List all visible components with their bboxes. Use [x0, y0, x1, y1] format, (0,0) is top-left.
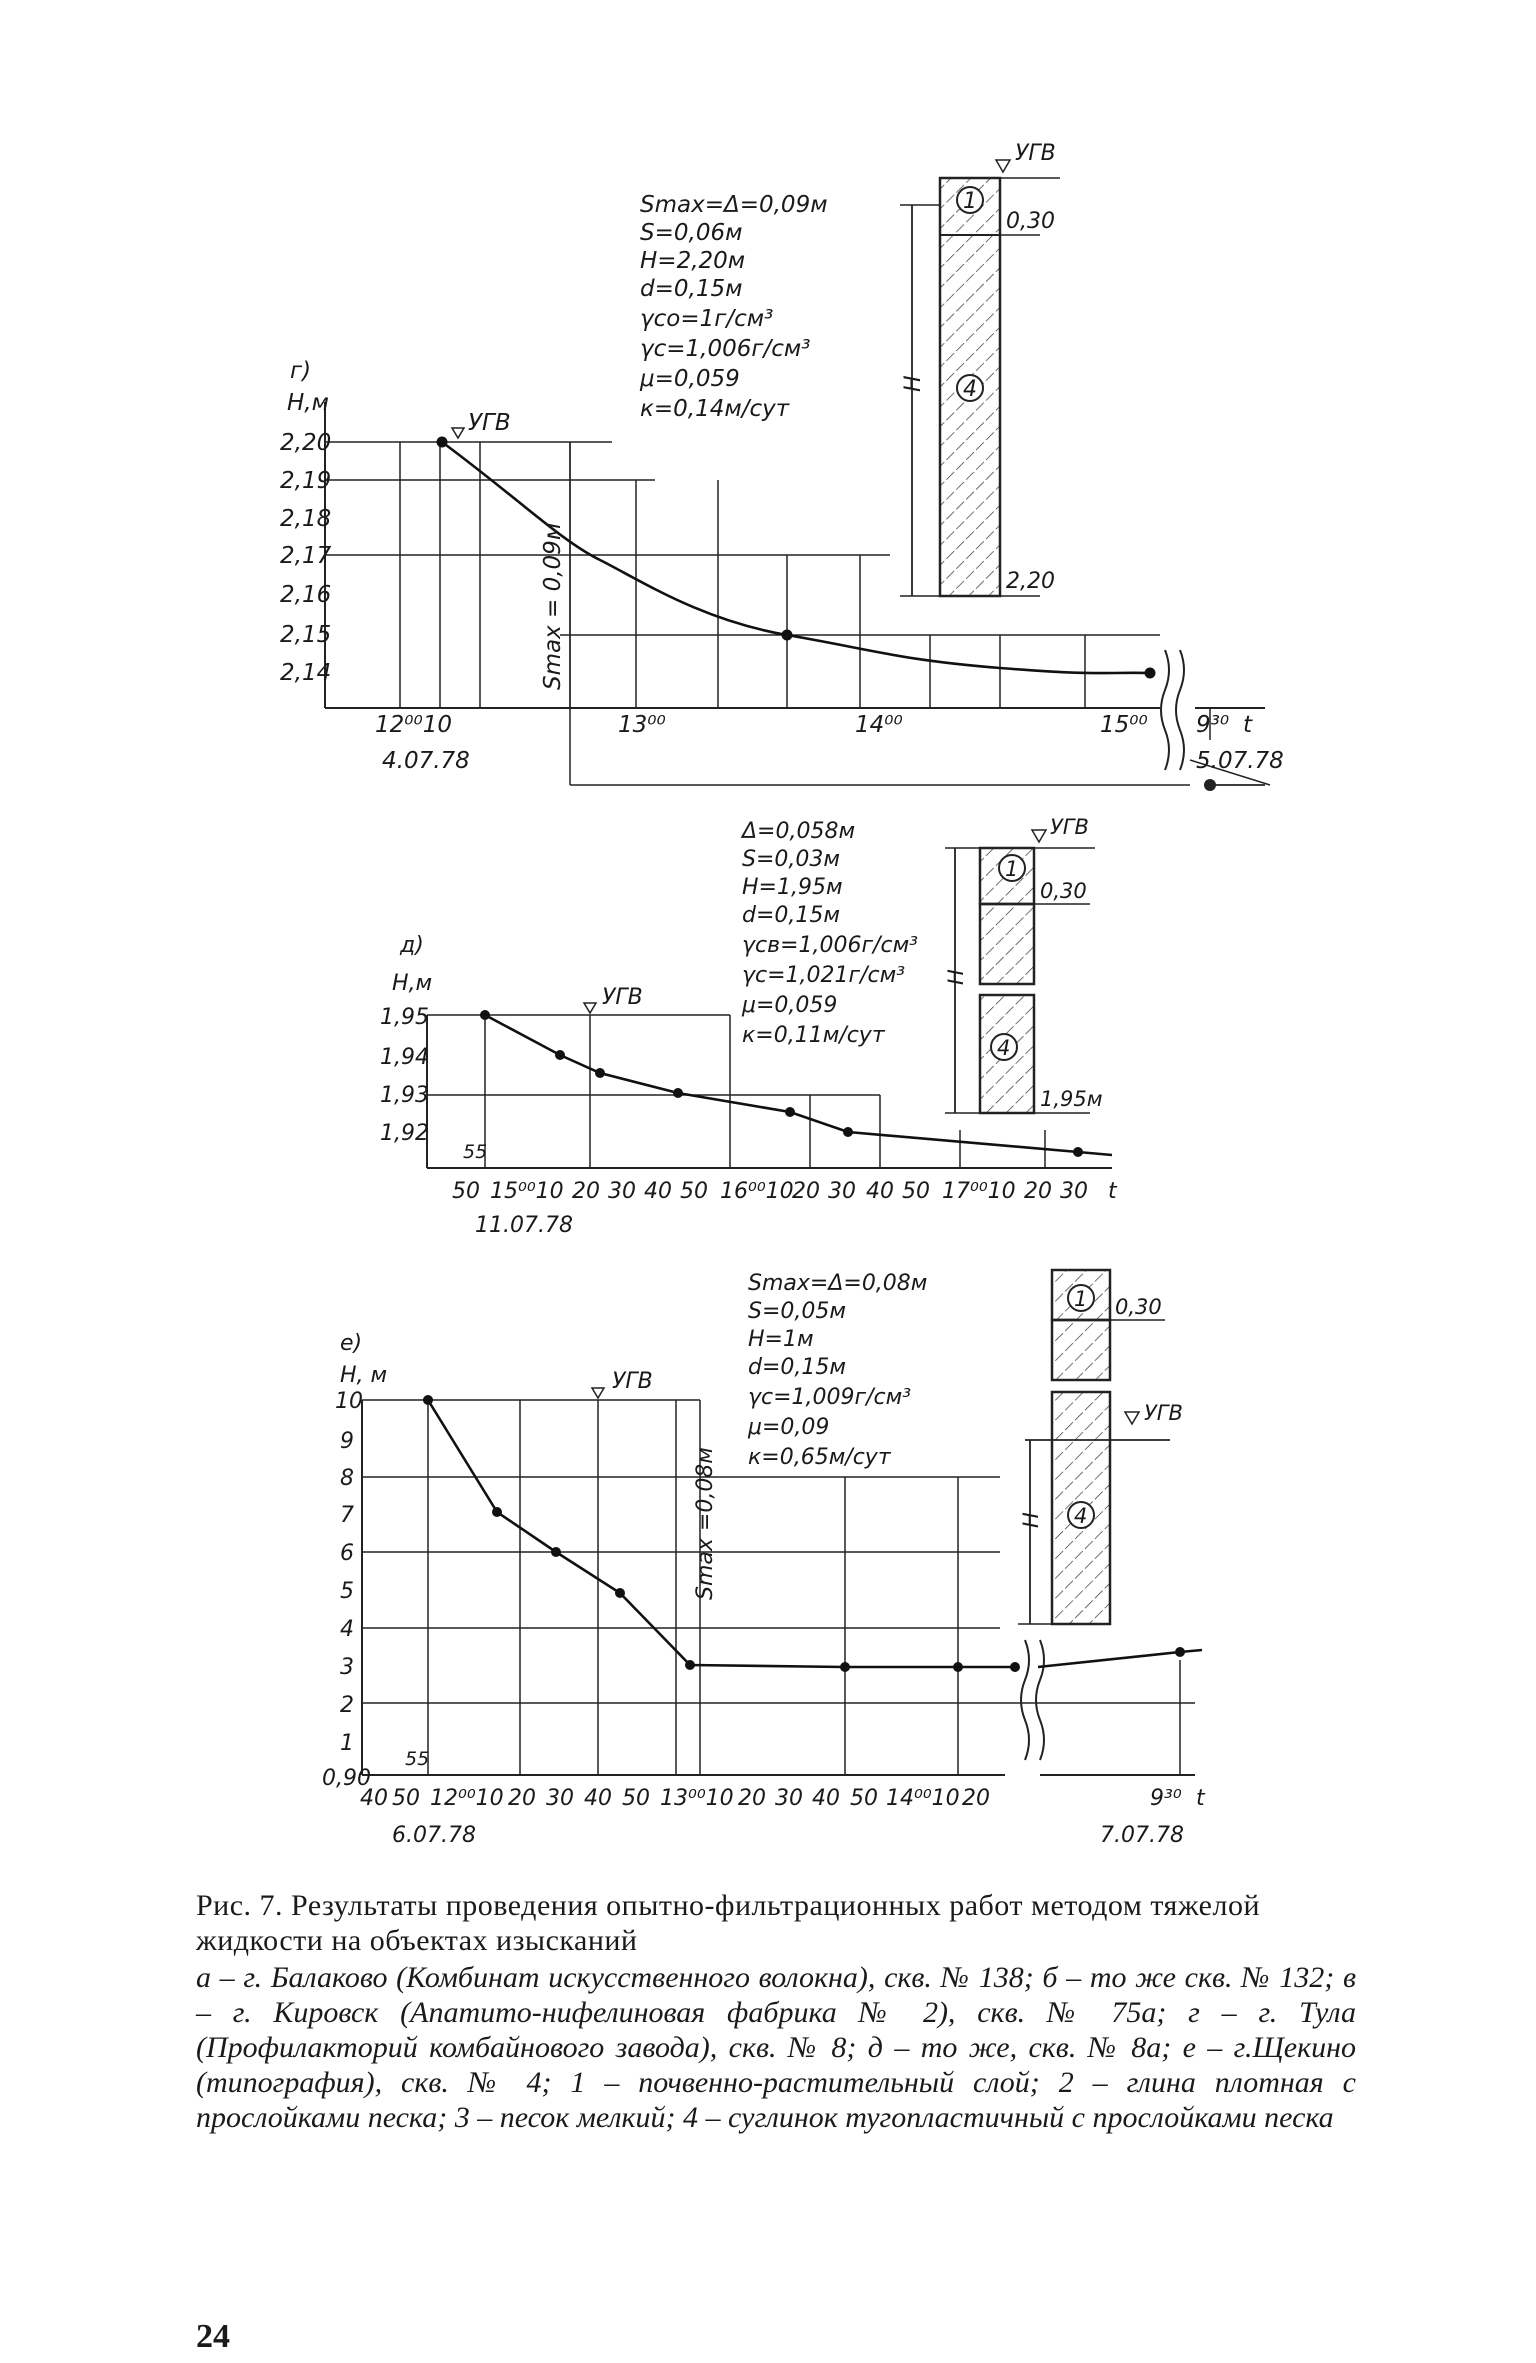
x-tick-d-13: 30 [1060, 1179, 1088, 1204]
y-tick-g-5: 2,15 [280, 622, 332, 648]
column-g-ugw: УГВ [1015, 141, 1056, 166]
x-tick-d-8: 30 [828, 1179, 856, 1204]
date-g-1: 5.07.78 [1196, 748, 1284, 774]
x-tick-g-3: 15⁰⁰ [1100, 712, 1148, 738]
point-d-2 [555, 1050, 565, 1060]
y-tick-g-1: 2,19 [280, 468, 332, 494]
date-e-1: 7.07.78 [1100, 1823, 1184, 1848]
x-tick-g-2: 14⁰⁰ [855, 712, 903, 738]
corner-label-d: 55 [463, 1141, 488, 1163]
x-tick-d-11: 17⁰⁰10 [942, 1179, 1016, 1204]
y-tick-e-9: 1 [340, 1731, 354, 1756]
smax-label-e: Smax =0,08м [693, 1447, 718, 1600]
x-tick-e-0: 40 [360, 1786, 388, 1811]
y-tick-e-5: 5 [340, 1579, 354, 1604]
column-g-depth-1: 0,30 [1006, 209, 1055, 234]
y-tick-e-1: 9 [340, 1429, 354, 1454]
param-d-5: γc=1,021г/см³ [742, 963, 906, 988]
param-g-2: H=2,20м [640, 248, 746, 274]
param-g-4: γco=1г/см³ [640, 306, 774, 332]
param-d-7: к=0,11м/сут [742, 1023, 885, 1048]
column-e-h: H [1019, 1512, 1043, 1528]
param-g-3: d=0,15м [640, 276, 743, 302]
param-g-0: Smax=Δ=0,09м [640, 192, 828, 218]
point-e-9 [1175, 1647, 1185, 1657]
column-d-depth-2: 1,95м [1040, 1087, 1103, 1111]
x-tick-e-8: 20 [738, 1786, 766, 1811]
y-tick-g-0: 2,20 [280, 430, 332, 456]
y-unit-e: Н, м [340, 1363, 388, 1388]
point-g-2 [782, 630, 793, 641]
param-e-6: к=0,65м/сут [748, 1445, 891, 1470]
y-tick-g-2: 2,18 [280, 506, 332, 532]
x-tick-d-12: 20 [1024, 1179, 1052, 1204]
y-tick-e-2: 8 [340, 1466, 354, 1491]
soil-column-g [900, 141, 1060, 596]
caption-title: Рис. 7. Результаты проведения опытно-фильтрационных работ методом тяжелой жидкости на объектах изысканий [196, 1889, 1261, 1957]
x-tick-e-2: 12⁰⁰10 [430, 1786, 504, 1811]
x-tick-d-4: 40 [644, 1179, 672, 1204]
point-d-5 [785, 1107, 795, 1117]
ugw-label-d: УГВ [602, 985, 643, 1010]
x-tick-e-10: 40 [812, 1786, 840, 1811]
param-g-1: S=0,06м [640, 220, 743, 246]
y-tick-e-7: 3 [340, 1655, 354, 1680]
x-tick-d-10: 50 [902, 1179, 930, 1204]
param-e-2: H=1м [748, 1327, 814, 1352]
param-g-7: к=0,14м/сут [640, 396, 790, 422]
param-e-4: γc=1,009г/см³ [748, 1385, 912, 1410]
y-unit-g: Н,м [287, 390, 329, 416]
y-tick-d-2: 1,93 [380, 1083, 429, 1108]
ugw-label-g: УГВ [468, 410, 511, 436]
point-d-7 [1073, 1147, 1083, 1157]
x-tick-e-6: 50 [622, 1786, 650, 1811]
column-g-layer-1: 1 [963, 189, 977, 214]
column-g-depth-2: 2,20 [1006, 569, 1055, 594]
x-tick-d-6: 16⁰⁰10 [720, 1179, 794, 1204]
y-tick-e-8: 2 [340, 1693, 354, 1718]
x-tick-e-7: 13⁰⁰10 [660, 1786, 734, 1811]
param-e-3: d=0,15м [748, 1355, 846, 1380]
column-e-layer-4: 4 [1074, 1504, 1088, 1528]
point-e-7 [953, 1662, 963, 1672]
point-e-6 [840, 1662, 850, 1672]
y-tick-e-6: 4 [340, 1617, 354, 1642]
y-unit-d: Н,м [392, 971, 433, 996]
param-d-2: H=1,95м [742, 875, 843, 900]
y-tick-e-4: 6 [340, 1541, 354, 1566]
param-e-1: S=0,05м [748, 1299, 846, 1324]
x-tick-d-3: 30 [608, 1179, 636, 1204]
x-unit-g: t [1243, 712, 1253, 738]
date-d-0: 11.07.78 [475, 1213, 573, 1238]
x-tick-d-2: 20 [572, 1179, 600, 1204]
x-tick-e-4: 30 [546, 1786, 574, 1811]
x-tick-d-0: 50 [452, 1179, 480, 1204]
column-d-layer-1: 1 [1005, 857, 1019, 881]
date-e-0: 6.07.78 [392, 1823, 476, 1848]
x-tick-d-7: 20 [792, 1179, 820, 1204]
page-number: 24 [196, 2318, 230, 2355]
x-unit-d: t [1108, 1179, 1117, 1204]
point-e-5 [685, 1660, 695, 1670]
param-g-5: γc=1,006г/см³ [640, 336, 811, 362]
point-e-4 [615, 1588, 625, 1598]
smax-label-g: Smax = 0,09м [540, 522, 566, 690]
point-e-2 [492, 1507, 502, 1517]
y-tick-e-3: 7 [340, 1503, 354, 1528]
x-unit-e: t [1196, 1786, 1205, 1811]
x-tick-e-3: 20 [508, 1786, 536, 1811]
point-g-3 [1145, 668, 1156, 679]
point-d-4 [673, 1088, 683, 1098]
column-d-layer-4: 4 [997, 1036, 1011, 1060]
y-tick-d-0: 1,95 [380, 1005, 429, 1030]
param-e-5: μ=0,09 [748, 1415, 830, 1440]
y-tick-e-10: 0,90 [322, 1766, 371, 1791]
x-tick-d-5: 50 [680, 1179, 708, 1204]
x-tick-e-5: 40 [584, 1786, 612, 1811]
point-e-3 [551, 1547, 561, 1557]
y-tick-d-3: 1,92 [380, 1121, 429, 1146]
caption-legend: а – г. Балаково (Комбинат искусственного волокна), скв. № 138; б – то же скв. № 132; в – г. Кировск (Апатито-нифелиновая фабрика № 2), скв. № 75а; г – г. Тула (Профилакторий комбайнового завода), скв. № 8; д – то же, скв. № 8а; е – г.Щекино (типография), скв. № 4; 1 – почвенно-растительный слой; 2 – глина плотная с прослойками песка; 3 – песок мелкий; 4 – суглинок тугопластичный с прослойками песка [196, 1961, 1356, 2134]
x-tick-g-4: 9³⁰ [1196, 712, 1230, 738]
x-tick-e-14: 9³⁰ [1150, 1786, 1182, 1811]
column-d-depth-1: 0,30 [1040, 879, 1087, 903]
y-tick-d-1: 1,94 [380, 1045, 429, 1070]
soil-column-d [944, 815, 1103, 1113]
panel-label-d: д) [400, 933, 424, 958]
param-e-0: Smax=Δ=0,08м [748, 1271, 928, 1296]
column-d-h: H [944, 969, 968, 985]
column-e-ugw: УГВ [1144, 1401, 1183, 1425]
x-tick-d-1: 15⁰⁰10 [490, 1179, 564, 1204]
param-d-6: μ=0,059 [742, 993, 838, 1018]
param-d-1: S=0,03м [742, 847, 840, 872]
x-tick-e-11: 50 [850, 1786, 878, 1811]
column-e-layer-1: 1 [1074, 1287, 1088, 1311]
y-tick-e-0: 10 [335, 1389, 363, 1414]
x-tick-e-1: 50 [392, 1786, 420, 1811]
param-g-6: μ=0,059 [640, 366, 740, 392]
x-tick-g-0: 12⁰⁰10 [375, 712, 452, 738]
column-g-layer-4: 4 [963, 377, 977, 402]
point-e-1 [423, 1395, 433, 1405]
panel-label-g: г) [290, 358, 312, 384]
param-d-3: d=0,15м [742, 903, 840, 928]
soil-column-e [1018, 1270, 1183, 1624]
ugw-label-e: УГВ [612, 1369, 653, 1394]
x-tick-e-13: 20 [962, 1786, 990, 1811]
column-g-h: H [901, 375, 926, 392]
x-tick-e-9: 30 [775, 1786, 803, 1811]
x-tick-e-12: 14⁰⁰10 [886, 1786, 960, 1811]
point-d-6 [843, 1127, 853, 1137]
column-e-depth-1: 0,30 [1115, 1295, 1162, 1319]
y-tick-g-3: 2,17 [280, 543, 332, 569]
x-tick-d-9: 40 [866, 1179, 894, 1204]
point-d-1 [480, 1010, 490, 1020]
curve-e [428, 1400, 1015, 1667]
param-d-4: γсв=1,006г/см³ [742, 933, 918, 958]
corner-label-e: 55 [405, 1748, 430, 1770]
point-g-1 [437, 437, 448, 448]
y-tick-g-4: 2,16 [280, 582, 332, 608]
figure-caption [196, 1888, 1356, 2135]
point-e-8 [1010, 1662, 1020, 1672]
column-d-ugw: УГВ [1050, 815, 1089, 839]
param-d-0: Δ=0,058м [742, 819, 856, 844]
date-g-0: 4.07.78 [382, 748, 470, 774]
panel-label-e: е) [340, 1331, 363, 1356]
y-tick-g-6: 2,14 [280, 660, 332, 686]
point-d-3 [595, 1068, 605, 1078]
x-tick-g-1: 13⁰⁰ [618, 712, 666, 738]
